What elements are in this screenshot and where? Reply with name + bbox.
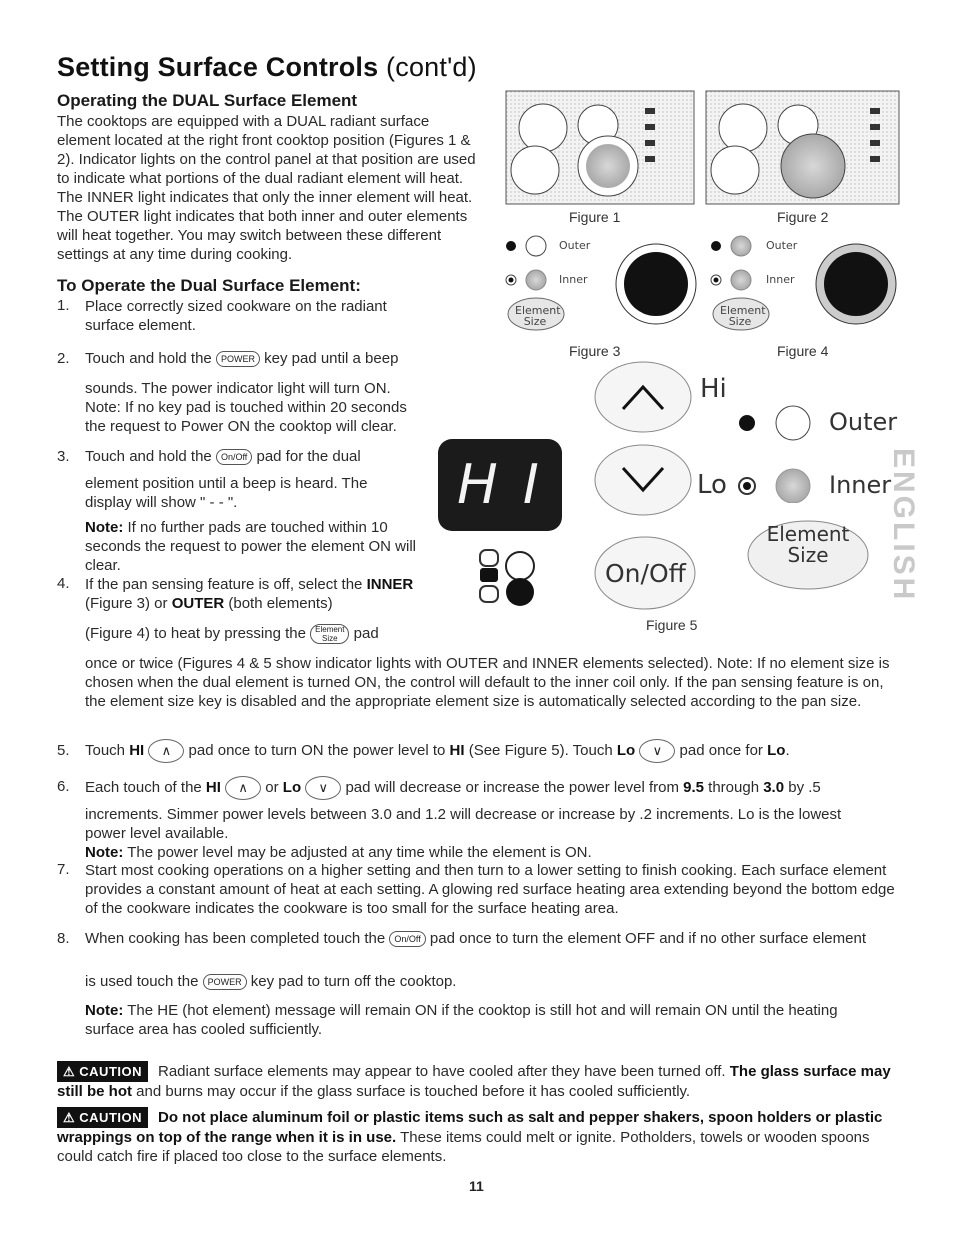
figure-4-caption: Figure 4 — [777, 343, 829, 359]
onoff-key-icon: On/Off — [389, 931, 425, 947]
power-key-icon: POWER — [216, 351, 260, 367]
title-main: Setting Surface Controls — [57, 52, 379, 82]
step-6-note: Note: The power level may be adjusted at any time while the element is ON. — [85, 844, 592, 861]
step-number: 8. — [57, 930, 70, 947]
caution-2: ⚠ CAUTION Do not place aluminum foil or plastic items such as salt and pepper shakers, spoon holders or plastic wrappings on top of the range when it is in use. These items could melt or ignite. Potholders, towels or wooden spoons could catch fire if placed too close to the surface elements. — [57, 1109, 883, 1165]
step-number: 5. — [57, 742, 70, 759]
step-5: Touch HI ∧ pad once to turn ON the power level to HI (See Figure 5). Touch Lo ∨ pad once for Lo. — [85, 739, 790, 763]
title-suffix: (cont'd) — [386, 52, 477, 82]
hi-key — [590, 357, 700, 437]
power-key-icon: POWER — [203, 974, 247, 990]
language-side-tab: ENGLISH — [887, 448, 920, 603]
figure-2-caption: Figure 2 — [777, 209, 829, 225]
figure-5-caption: Figure 5 — [646, 617, 698, 633]
section-heading-dual: Operating the DUAL Surface Element — [57, 91, 358, 110]
page-number: 11 — [469, 1178, 484, 1194]
step-3-line: Touch and hold the On/Off pad for the dual — [85, 448, 361, 465]
up-arrow-icon: ∧ — [225, 776, 261, 800]
caution-badge: ⚠ CAUTION — [57, 1061, 148, 1082]
outer-inner-indicators — [735, 393, 815, 503]
hi-label: Hi — [700, 374, 727, 404]
onoff-key-icon: On/Off — [216, 449, 252, 465]
element-size-key: Element Size — [515, 304, 561, 328]
figure-3-caption: Figure 3 — [569, 343, 621, 359]
figure-1-caption: Figure 1 — [569, 209, 621, 225]
step-number: 4. — [57, 575, 70, 592]
onoff-key-label: On/Off — [605, 559, 686, 588]
outer-label-big: Outer — [829, 408, 898, 436]
step-6-line: Each touch of the HI ∧ or Lo ∨ pad will decrease or increase the power level from 9.5 through 3.0 by .5 — [85, 776, 821, 800]
step-number: 2. — [57, 350, 70, 367]
step-number: 6. — [57, 778, 70, 795]
outer-label: Outer — [559, 239, 591, 252]
step-6-body: increments. Simmer power levels between 3.0 and 1.2 will decrease or increase by .2 increments. Lo is the lowest power level available. — [85, 806, 842, 842]
section-heading-operate: To Operate the Dual Surface Element: — [57, 276, 361, 295]
step-8-line: When cooking has been completed touch the On/Off pad once to turn the element OFF and if no other surface element — [85, 930, 866, 947]
step-number: 1. — [57, 297, 70, 314]
element-size-key-big-label: Element Size — [766, 522, 850, 567]
step-4-line: If the pan sensing feature is off, select the INNER (Figure 3) or OUTER (both elements) — [85, 576, 414, 612]
lo-key — [590, 440, 700, 520]
element-size-key-icon: Element Size — [310, 624, 349, 644]
step-7: Start most cooking operations on a higher setting and then turn to a lower setting to finish cooking. Each surface element provides a constant amount of heat at each setting. A glowing red surface heating area extending beyond the bottom edge of the cookware indicates the cookware is too small for the surface heating area. — [85, 862, 895, 917]
element-size-key: Element Size — [720, 304, 766, 328]
step-4-line-2: (Figure 4) to heat by pressing the Element Size pad — [85, 625, 379, 644]
step-2-line: Touch and hold the POWER key pad until a beep — [85, 350, 399, 367]
step-3-body: element position until a beep is heard. The display will show " - - ". — [85, 475, 368, 511]
outer-label: Outer — [766, 239, 798, 252]
figure-1-cooktop — [505, 90, 695, 205]
step-number: 3. — [57, 448, 70, 465]
step-3-note: Note: If no further pads are touched within 10 seconds the request to power the element ON will clear. — [85, 519, 417, 574]
display-panel: H I — [438, 439, 562, 531]
caution-badge: ⚠ CAUTION — [57, 1107, 148, 1128]
up-arrow-icon: ∧ — [148, 739, 184, 763]
step-4-body: once or twice (Figures 4 & 5 show indicator lights with OUTER and INNER elements selected). Note: If no element size is chosen when the dual element is turned ON, the control will default to the inner coil only. If the pan sensing feature is on, the element size key is disabled and the appropriate element size is automatically selected according to the pan size. — [85, 655, 890, 710]
section-body-dual: The cooktops are equipped with a DUAL radiant surface element located at the right front cooktop position (Figures 1 & 2). Indicator lights on the control panel at that position are used to indicate what portions of the dual radiant element will heat. The INNER light indicates that only the inner element will heat. The OUTER light indicates that both inner and outer elements will heat together. You may switch between these different settings at any time during cooking. — [57, 113, 476, 263]
caution-1: ⚠ CAUTION Radiant surface elements may appear to have cooled after they have been turned off. The glass surface may still be hot and burns may occur if the glass surface is touched before it has cooled sufficiently. — [57, 1063, 891, 1100]
inner-label: Inner — [766, 273, 795, 286]
step-8-note: Note: The HE (hot element) message will remain ON if the cooktop is still hot and will remain ON until the heating surface area has cooled sufficiently. — [85, 1002, 838, 1038]
down-arrow-icon: ∨ — [639, 739, 675, 763]
inner-label: Inner — [559, 273, 588, 286]
step-1: Place correctly sized cookware on the radiant surface element. — [85, 298, 387, 334]
down-arrow-icon: ∨ — [305, 776, 341, 800]
step-number: 7. — [57, 861, 70, 878]
step-2-body: sounds. The power indicator light will turn ON. Note: If no key pad is touched within 20 seconds the request to Power ON the cooktop will clear. — [85, 380, 407, 435]
indicator-lights — [478, 548, 544, 608]
lo-label: Lo — [697, 470, 727, 500]
step-8-line-2: is used touch the POWER key pad to turn off the cooktop. — [85, 973, 457, 990]
inner-label-big: Inner — [829, 471, 892, 499]
page-title — [57, 52, 477, 83]
figure-2-cooktop — [705, 90, 900, 205]
